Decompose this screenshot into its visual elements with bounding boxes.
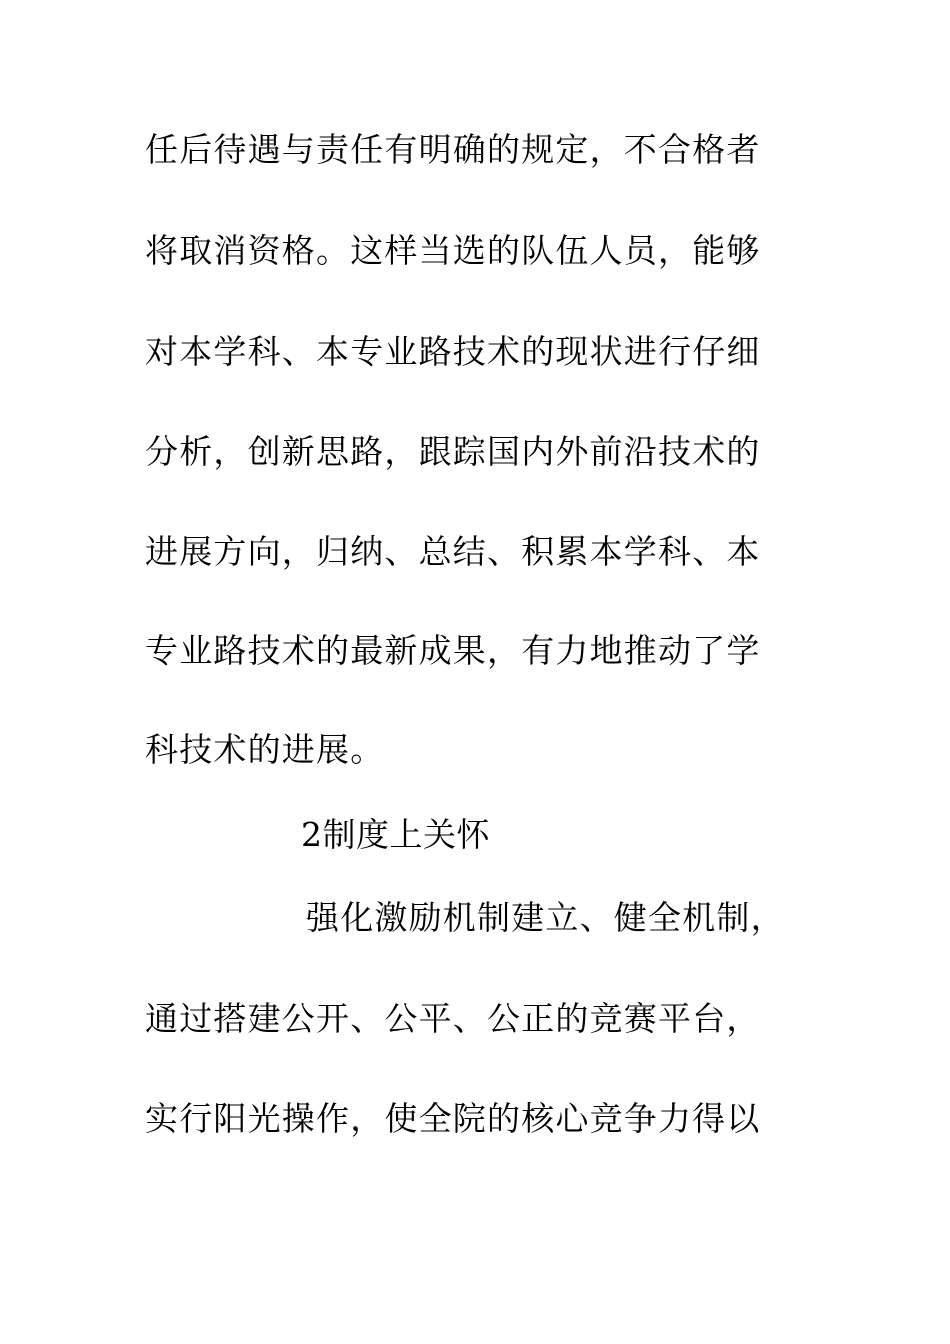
body-text-line: 对本学科、本专业路技术的现状进行仔细	[145, 332, 761, 371]
section-heading: 2制度上关怀	[301, 815, 490, 854]
body-text-line: 将取消资格。这样当选的队伍人员，能够	[145, 231, 761, 270]
body-text-line: 科技术的进展。	[145, 730, 385, 769]
paragraph-first-line: 强化激励机制建立、健全机制，	[306, 898, 785, 937]
body-text-line: 任后待遇与责任有明确的规定，不合格者	[145, 130, 761, 169]
body-text-line: 实行阳光操作，使全院的核心竞争力得以	[145, 1099, 761, 1138]
body-text-line: 通过搭建公开、公平、公正的竞赛平台，	[145, 999, 761, 1038]
body-text-line: 进展方向，归纳、总结、积累本学科、本	[145, 532, 761, 571]
body-text-line: 专业路技术的最新成果，有力地推动了学	[145, 631, 761, 670]
body-text-line: 分析，创新思路，跟踪国内外前沿技术的	[145, 432, 761, 471]
